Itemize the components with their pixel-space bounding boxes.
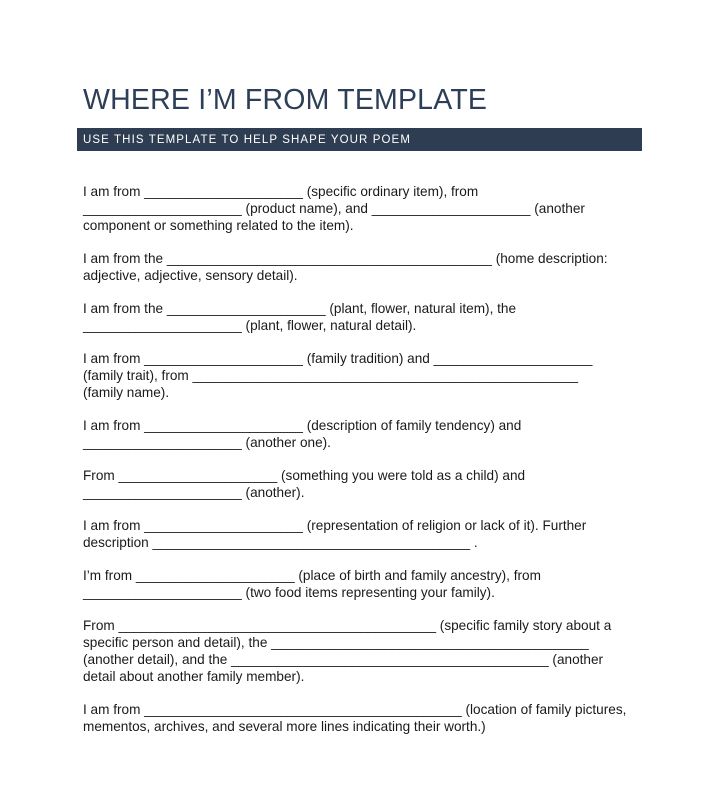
subtitle-banner <box>77 128 642 151</box>
paragraph-1 <box>83 184 643 234</box>
paragraph-line: I am from the ___________________________________________ (home description: <box>83 250 608 266</box>
paragraph-line: I am from _____________________ (family tradition) and _____________________ <box>83 351 593 367</box>
paragraph-2 <box>83 251 643 285</box>
paragraph-10 <box>83 702 643 736</box>
paragraph-4 <box>83 351 643 401</box>
paragraph-7 <box>83 518 643 552</box>
paragraph-line: detail about another family member). <box>83 668 305 684</box>
paragraph-5 <box>83 418 643 452</box>
paragraph-8 <box>83 568 643 602</box>
banner-text: USE THIS TEMPLATE TO HELP SHAPE YOUR POEM <box>83 133 412 146</box>
paragraph-line: (family name). <box>83 384 170 400</box>
paragraph-line: description __________________________________________ . <box>83 534 478 550</box>
paragraph-line: specific person and detail), the __________________________________________ <box>83 635 589 651</box>
paragraph-line: I am from _____________________ (representation of religion or lack of it). Further <box>83 518 587 534</box>
paragraph-line: _____________________ (two food items representing your family). <box>83 585 495 601</box>
paragraph-line: I am from the _____________________ (plant, flower, natural item), the <box>83 300 517 316</box>
paragraph-6 <box>83 468 643 502</box>
paragraph-line: component or something related to the item). <box>83 217 354 233</box>
paragraph-line: From __________________________________________ (specific family story about a <box>83 618 612 634</box>
paragraph-line: I’m from _____________________ (place of birth and family ancestry), from <box>83 568 541 584</box>
paragraph-line: adjective, adjective, sensory detail). <box>83 267 298 283</box>
paragraph-9 <box>83 618 643 685</box>
paragraph-line: _____________________ (another one). <box>83 434 331 450</box>
paragraph-3 <box>83 301 643 335</box>
paragraph-line: (another detail), and the __________________________________________ (another <box>83 651 604 667</box>
template-body <box>83 184 643 736</box>
paragraph-line: _____________________ (plant, flower, natural detail). <box>83 317 417 333</box>
paragraph-line: _____________________ (product name), and _____________________ (another <box>83 200 585 216</box>
paragraph-line: (family trait), from ___________________________________________________ <box>83 367 579 383</box>
paragraph-line: _____________________ (another). <box>83 484 305 500</box>
paragraph-line: From _____________________ (something you were told as a child) and <box>83 468 526 484</box>
paragraph-line: mementos, archives, and several more lines indicating their worth.) <box>83 718 486 734</box>
paragraph-line: I am from __________________________________________ (location of family pictures, <box>83 702 627 718</box>
paragraph-line: I am from _____________________ (description of family tendency) and <box>83 417 522 433</box>
page-title: WHERE I’M FROM TEMPLATE <box>83 84 488 116</box>
paragraph-line: I am from _____________________ (specific ordinary item), from <box>83 184 479 199</box>
